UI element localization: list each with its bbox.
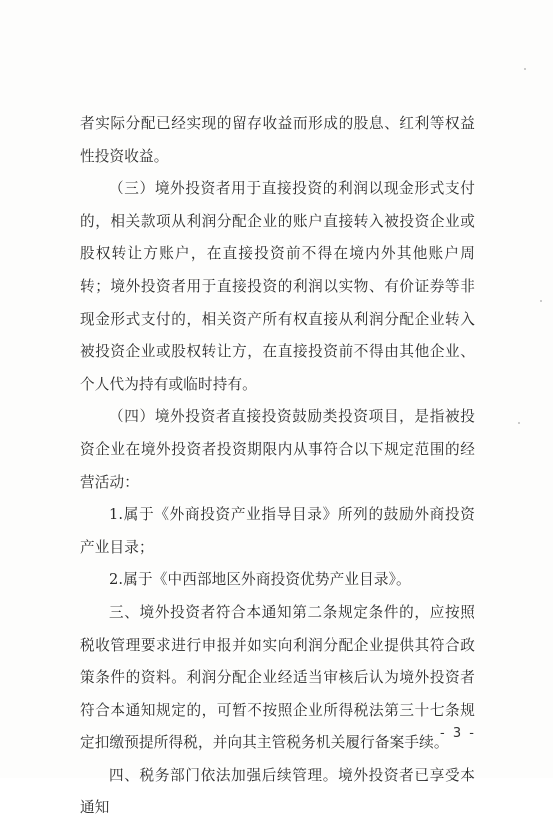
paragraph-section-four: 四、税务部门依法加强后续管理。境外投资者已享受本通知 (80, 766, 475, 817)
paragraph-section-three: 三、境外投资者符合本通知第二条规定条件的，应按照税收管理要求进行申报并如实向利润分配企业提供其符合政策条件的资料。利润分配企业经适当审核后认为境外投资者符合本通知规定的，可暂不按照企业所得税法第三十七条规定扣缴预提所得税，并向其主管税务机关履行备案手续。 (80, 603, 475, 752)
list-item-catalog-1: 1.属于《外商投资产业指导目录》所列的鼓励外商投资产业目录； (80, 506, 475, 556)
paragraph-continuation: 者实际分配已经实现的留存收益而形成的股息、红利等权益性投资收益。 (80, 115, 475, 165)
scan-speck (518, 422, 520, 424)
document-body (80, 108, 475, 825)
list-item-catalog-2: 2.属于《中西部地区外商投资优势产业目录》。 (109, 571, 411, 589)
scan-speck (540, 300, 542, 302)
paragraph-clause-four: （四）境外投资者直接投资鼓励类投资项目，是指被投资企业在境外投资者投资期限内从事符合以下规定范围的经营活动： (80, 408, 475, 491)
paragraph-clause-three: （三）境外投资者用于直接投资的利润以现金形式支付的，相关款项从利润分配企业的账户直接转入被投资企业或股权转让方账户，在直接投资前不得在境内外其他账户周转；境外投资者用于直接投资的利润以实物、有价证券等非现金形式支付的，相关资产所有权直接从利润分配企业转入被投资企业或股权转让方，在直接投资前不得由其他企业、个人代为持有或临时持有。 (80, 180, 475, 393)
page-number: - 3 - (440, 726, 476, 741)
scan-speck (524, 68, 526, 70)
